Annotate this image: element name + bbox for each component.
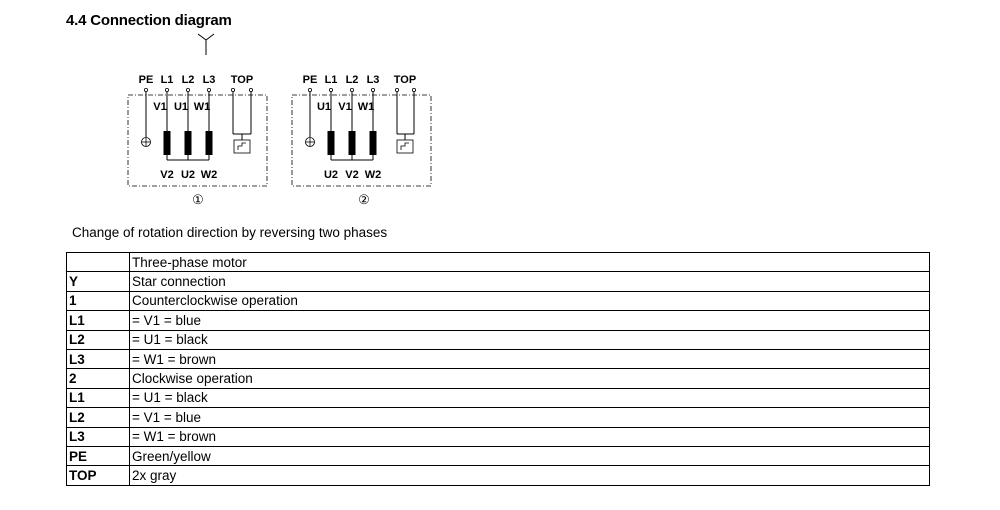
winding-label: W1 (357, 101, 375, 113)
legend-table (66, 252, 930, 486)
table-row (67, 253, 930, 272)
diagram-number: ② (358, 192, 370, 207)
table-row (67, 349, 930, 368)
terminal-label-l3: L3 (366, 74, 380, 86)
legend-value: = V1 = blue (130, 311, 930, 330)
winding-label: U2 (180, 169, 196, 181)
winding-label: V1 (153, 101, 167, 113)
legend-value: = W1 = brown (130, 427, 930, 446)
table-row (67, 330, 930, 349)
terminal-label-pe: PE (302, 74, 318, 86)
winding-label: W2 (364, 169, 382, 181)
winding-label: V2 (345, 169, 359, 181)
table-row (67, 466, 930, 485)
table-row (67, 388, 930, 407)
legend-value: Clockwise operation (130, 369, 930, 388)
winding-coil (185, 131, 192, 155)
caption: Change of rotation direction by reversing two phases (72, 225, 388, 240)
legend-key: L3 (67, 349, 130, 368)
winding-coil (206, 131, 213, 155)
table-row (67, 272, 930, 291)
table-row (67, 311, 930, 330)
table-row (67, 369, 930, 388)
legend-key: TOP (67, 466, 130, 485)
terminal-label-pe: PE (138, 74, 154, 86)
legend-key: 2 (67, 369, 130, 388)
legend-key: Y (67, 272, 130, 291)
legend-value: Counterclockwise operation (130, 291, 930, 310)
section-title: 4.4 Connection diagram (66, 12, 232, 29)
winding-coil (370, 131, 377, 155)
winding-coil (328, 131, 335, 155)
winding-label: V2 (160, 169, 174, 181)
terminal-label-top: TOP (230, 74, 254, 86)
terminal-label-l2: L2 (181, 74, 195, 86)
winding-coil (349, 131, 356, 155)
legend-key: L3 (67, 427, 130, 446)
diagram-number: ① (192, 192, 204, 207)
legend-key (67, 253, 130, 272)
winding-label: U1 (173, 101, 189, 113)
terminal-label-l2: L2 (345, 74, 359, 86)
thermal-contact-icon (397, 140, 413, 153)
winding-label: V1 (338, 101, 352, 113)
legend-key: L2 (67, 330, 130, 349)
winding-label: W2 (200, 169, 218, 181)
winding-coil (164, 131, 171, 155)
legend-key: PE (67, 446, 130, 465)
table-row (67, 446, 930, 465)
legend-value: 2x gray (130, 466, 930, 485)
legend-key: 1 (67, 291, 130, 310)
wiring-diagram-right (292, 74, 431, 207)
wiring-diagram-left (128, 74, 267, 207)
table-row (67, 291, 930, 310)
table-row (67, 408, 930, 427)
legend-value: = U1 = black (130, 330, 930, 349)
legend-key: L1 (67, 311, 130, 330)
legend-key: L2 (67, 408, 130, 427)
terminal-label-l1: L1 (160, 74, 174, 86)
star-connection-symbol (198, 34, 214, 55)
terminal-label-l3: L3 (202, 74, 216, 86)
legend-value: Three-phase motor (130, 253, 930, 272)
legend-value: = W1 = brown (130, 349, 930, 368)
terminal-label-l1: L1 (324, 74, 338, 86)
terminal-label-top: TOP (393, 74, 417, 86)
winding-label: U2 (323, 169, 339, 181)
legend-value: Green/yellow (130, 446, 930, 465)
legend-value: = U1 = black (130, 388, 930, 407)
winding-label: W1 (193, 101, 211, 113)
thermal-contact-icon (234, 140, 250, 153)
legend-key: L1 (67, 388, 130, 407)
legend-value: = V1 = blue (130, 408, 930, 427)
legend-value: Star connection (130, 272, 930, 291)
ground-icon (306, 138, 315, 147)
winding-label: U1 (316, 101, 332, 113)
ground-icon (142, 138, 151, 147)
table-row (67, 427, 930, 446)
connection-diagram (0, 0, 1000, 215)
